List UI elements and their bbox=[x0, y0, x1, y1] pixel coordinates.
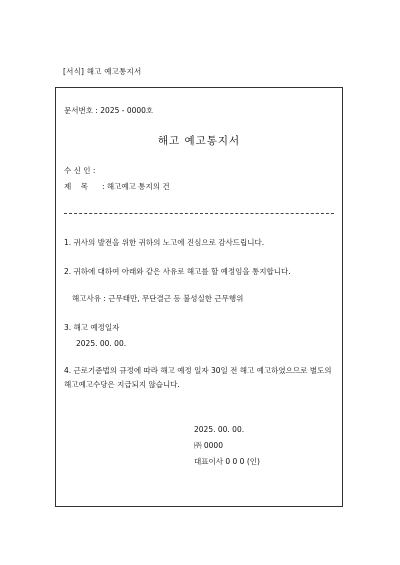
dismissal-reason: 해고사유 : 근무태만, 무단결근 등 불성실한 근무행위 bbox=[72, 294, 244, 303]
subject-label: 제 목 bbox=[64, 182, 89, 191]
form-label: [서식] 해고 예고통지서 bbox=[63, 67, 142, 76]
company-name: ㈜ 0000 bbox=[194, 441, 223, 450]
paragraph-2: 2. 귀하에 대하여 아래와 같은 사유로 해고를 할 예정임을 통지합니다. bbox=[64, 267, 291, 276]
paragraph-1: 1. 귀사의 발전을 위한 귀하의 노고에 진심으로 감사드립니다. bbox=[64, 238, 265, 247]
paragraph-4: 4. 근로기준법의 규정에 따라 해고 예정 일자 30일 전 해고 예고하였으므로 별도의 해고예고수당은 지급되지 않습니다. bbox=[64, 366, 332, 389]
document-number: 문서번호 : 2025 - 0000호 bbox=[64, 106, 154, 115]
subject-value: : 해고예고 통지의 건 bbox=[102, 182, 170, 191]
notice-document bbox=[55, 87, 343, 507]
ceo-signature: 대표이사 0 0 0 (인) bbox=[194, 457, 260, 466]
dismissal-date: 2025. 00. 00. bbox=[76, 339, 127, 348]
divider-line bbox=[64, 213, 334, 214]
recipient-line: 수 신 인 : bbox=[64, 166, 96, 175]
paragraph-3-heading: 3. 해고 예정일자 bbox=[64, 323, 120, 332]
signature-date: 2025. 00. 00. bbox=[194, 425, 245, 434]
document-title: 해고 예고통지서 bbox=[157, 135, 241, 147]
subject-line bbox=[64, 182, 170, 192]
